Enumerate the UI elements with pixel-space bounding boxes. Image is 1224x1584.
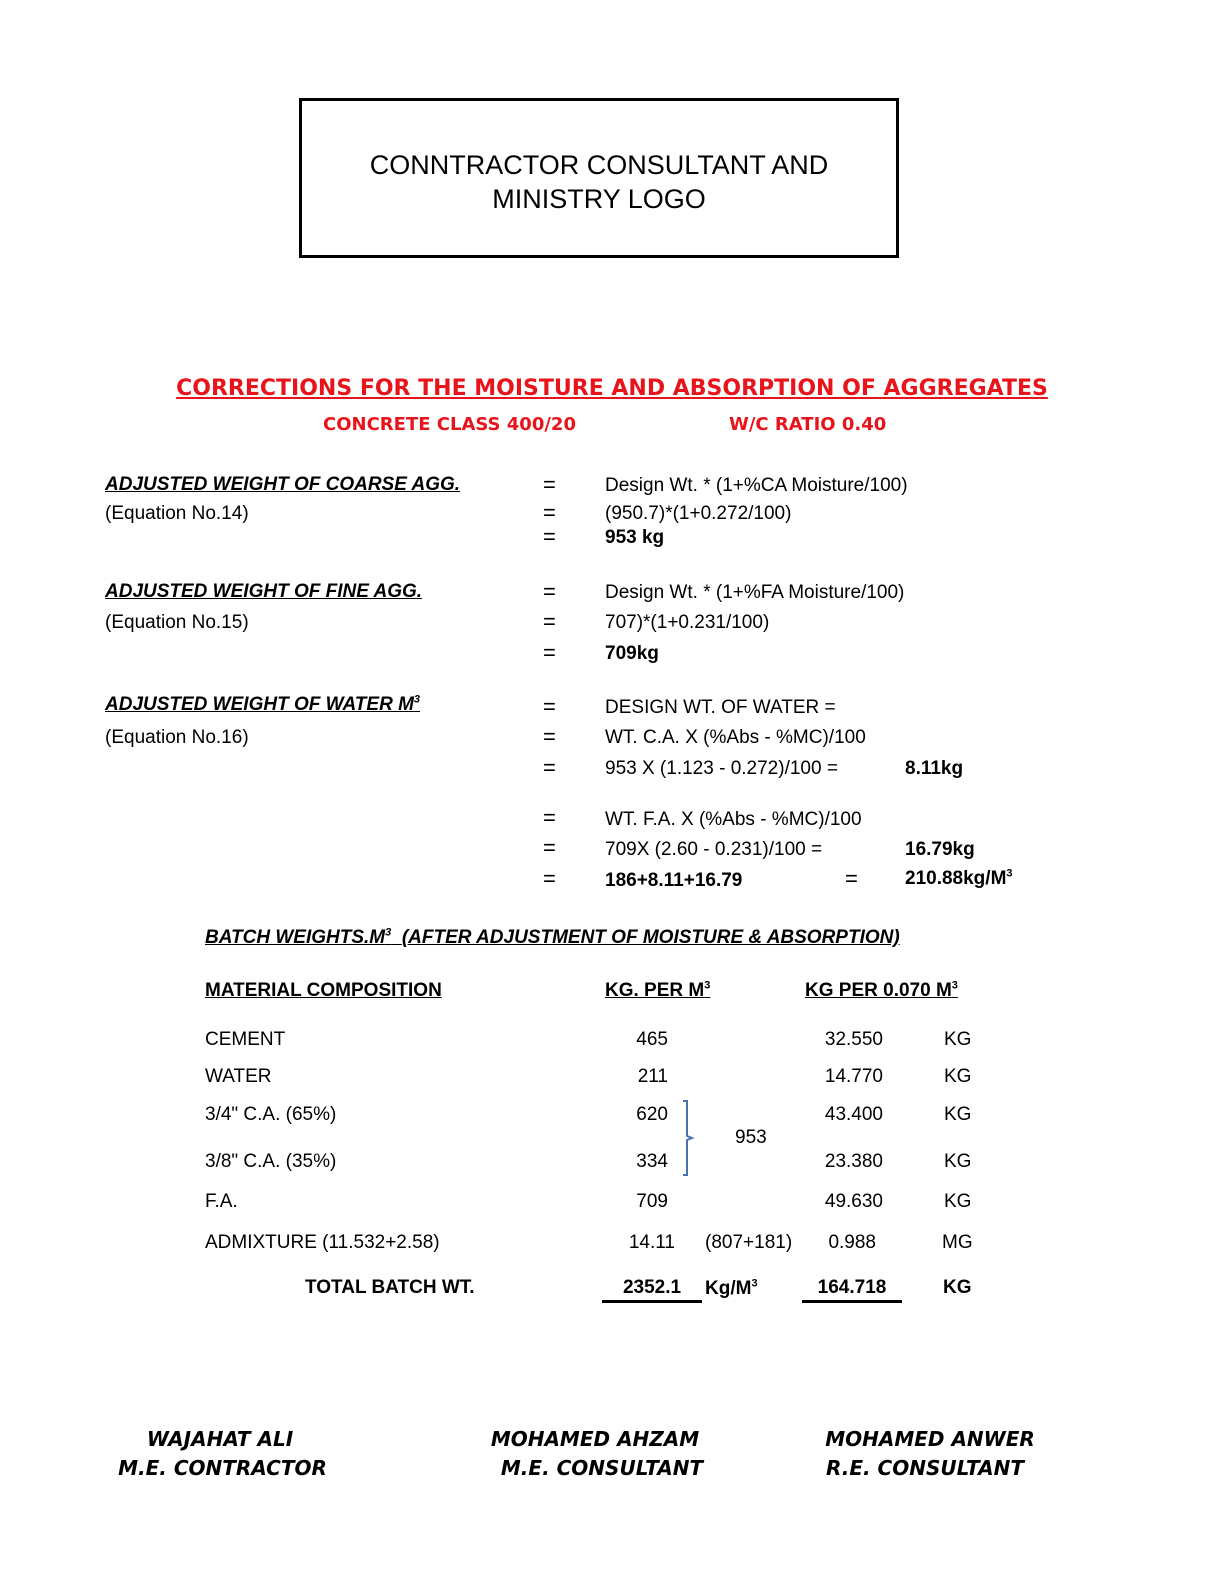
water-formula: DESIGN WT. OF WATER = <box>605 697 836 718</box>
batch-heading: BATCH $WEIGHTS.M^3$ (AFTER ADJUSTMENT OF MOISTURE & ABSORPTION) <box>205 926 900 948</box>
equals-sign: = <box>543 805 556 830</box>
fine-substitution: 707)*(1+0.231/100) <box>605 612 770 633</box>
unit-value: KG <box>944 1104 972 1125</box>
fine-equation: (Equation No.15) <box>105 612 249 633</box>
water-ca-formula: WT. C.A. X (%Abs - %MC)/100 <box>605 727 866 748</box>
coarse-substitution: (950.7)*(1+0.272/100) <box>605 503 792 524</box>
kg-per-070-value: 0.988 <box>828 1232 876 1253</box>
equals-sign: = <box>543 866 556 891</box>
signatory-name: WAJAHAT ALI <box>146 1427 294 1451</box>
signatory-name: MOHAMED ANWER <box>825 1427 1035 1451</box>
coarse-label: ADJUSTED WEIGHT OF COARSE AGG. <box>105 474 461 495</box>
total-unit-kg: KG <box>943 1277 972 1298</box>
material-name: ADMIXTURE (11.532+2.58) <box>205 1232 440 1253</box>
equals-sign: = <box>543 500 556 525</box>
total-label: TOTAL BATCH WT. <box>305 1277 475 1298</box>
equals-sign: = <box>543 524 556 549</box>
kg-per-070-value: 32.550 <box>824 1029 883 1050</box>
water-total: $210.88kg/M^3$ <box>905 867 1013 889</box>
fine-result: 709kg <box>605 643 659 664</box>
kg-per-m3-value: 620 <box>636 1104 668 1125</box>
admixture-note: (807+181) <box>705 1232 793 1253</box>
material-name: CEMENT <box>205 1029 286 1050</box>
water-equation: (Equation No.16) <box>105 727 249 748</box>
water-ca-substitution: 953 X (1.123 - 0.272)/100 = <box>605 758 838 779</box>
water-fa-result: 16.79kg <box>905 839 975 860</box>
water-ca-result: 8.11kg <box>905 758 964 779</box>
water-label: ADJUSTED WEIGHT OF WATER $M^3$ <box>105 693 421 715</box>
material-name: 3/8" C.A. (35%) <box>205 1151 337 1172</box>
unit-value: KG <box>944 1151 972 1172</box>
equals-sign: = <box>543 835 556 860</box>
signatory-role: R.E. CONSULTANT <box>825 1456 1025 1480</box>
wc-ratio: W/C RATIO 0.40 <box>729 414 887 435</box>
total-underline <box>802 1300 902 1303</box>
kg-per-m3-value: 211 <box>637 1066 668 1087</box>
water-fa-substitution: 709X (2.60 - 0.231)/100 = <box>605 839 823 860</box>
material-name: F.A. <box>205 1191 238 1212</box>
logo-text-line2: MINISTRY LOGO <box>492 184 706 214</box>
kg-per-070-value: 14.770 <box>824 1066 883 1087</box>
equals-sign: = <box>543 755 556 780</box>
fine-formula: Design Wt. * (1+%FA Moisture/100) <box>605 582 905 603</box>
kg-per-m3-value: 334 <box>636 1151 668 1172</box>
equals-sign: = <box>543 694 556 719</box>
equals-sign: = <box>543 724 556 749</box>
total-kg-per-070: 164.718 <box>817 1277 887 1298</box>
total-kg-per-m3: 2352.1 <box>622 1277 682 1298</box>
total-underline <box>602 1300 702 1303</box>
document-title: CORRECTIONS FOR THE MOISTURE AND ABSORPTION OF AGGREGATES <box>176 376 1048 401</box>
ca-total-value: 953 <box>735 1127 767 1148</box>
col-material-header: MATERIAL COMPOSITION <box>205 980 442 1001</box>
coarse-result: 953 kg <box>605 527 665 548</box>
equals-sign: = <box>845 866 858 891</box>
fine-label: ADJUSTED WEIGHT OF FINE AGG. <box>105 581 423 602</box>
water-sum: 186+8.11+16.79 <box>605 870 743 891</box>
equals-sign: = <box>543 472 556 497</box>
equals-sign: = <box>543 640 556 665</box>
kg-per-m3-value: 709 <box>636 1191 668 1212</box>
kg-per-070-value: 49.630 <box>824 1191 883 1212</box>
kg-per-070-value: 43.400 <box>824 1104 883 1125</box>
material-name: 3/4" C.A. (65%) <box>205 1104 337 1125</box>
signatory-role: M.E. CONSULTANT <box>500 1456 704 1480</box>
ca-bracket <box>680 1100 696 1176</box>
water-fa-formula: WT. F.A. X (%Abs - %MC)/100 <box>605 809 862 830</box>
coarse-equation: (Equation No.14) <box>105 503 249 524</box>
logo-placeholder-box <box>299 98 899 258</box>
unit-value: KG <box>944 1066 972 1087</box>
logo-text-line1: CONNTRACTOR CONSULTANT AND <box>369 150 829 180</box>
kg-per-m3-value: 465 <box>636 1029 668 1050</box>
equals-sign: = <box>543 579 556 604</box>
kg-per-070-value: 23.380 <box>824 1151 883 1172</box>
material-name: WATER <box>205 1066 272 1087</box>
coarse-formula: Design Wt. * (1+%CA Moisture/100) <box>605 475 908 496</box>
signatory-name: MOHAMED AHZAM <box>490 1427 700 1451</box>
unit-value: KG <box>944 1029 972 1050</box>
col-kg-per-070-header: KG PER 0.070 $M^3$ <box>805 979 958 1001</box>
unit-value: KG <box>944 1191 972 1212</box>
signatory-role: M.E. CONTRACTOR <box>118 1456 327 1480</box>
concrete-class: CONCRETE CLASS 400/20 <box>323 414 576 435</box>
unit-value: MG <box>942 1232 973 1253</box>
col-kg-per-m3-header: KG. PER $M^3$ <box>605 979 711 1001</box>
equals-sign: = <box>543 609 556 634</box>
kg-per-m3-value: 14.11 <box>628 1232 675 1253</box>
total-unit-kg-m3: $Kg/M^3$ <box>705 1277 758 1299</box>
